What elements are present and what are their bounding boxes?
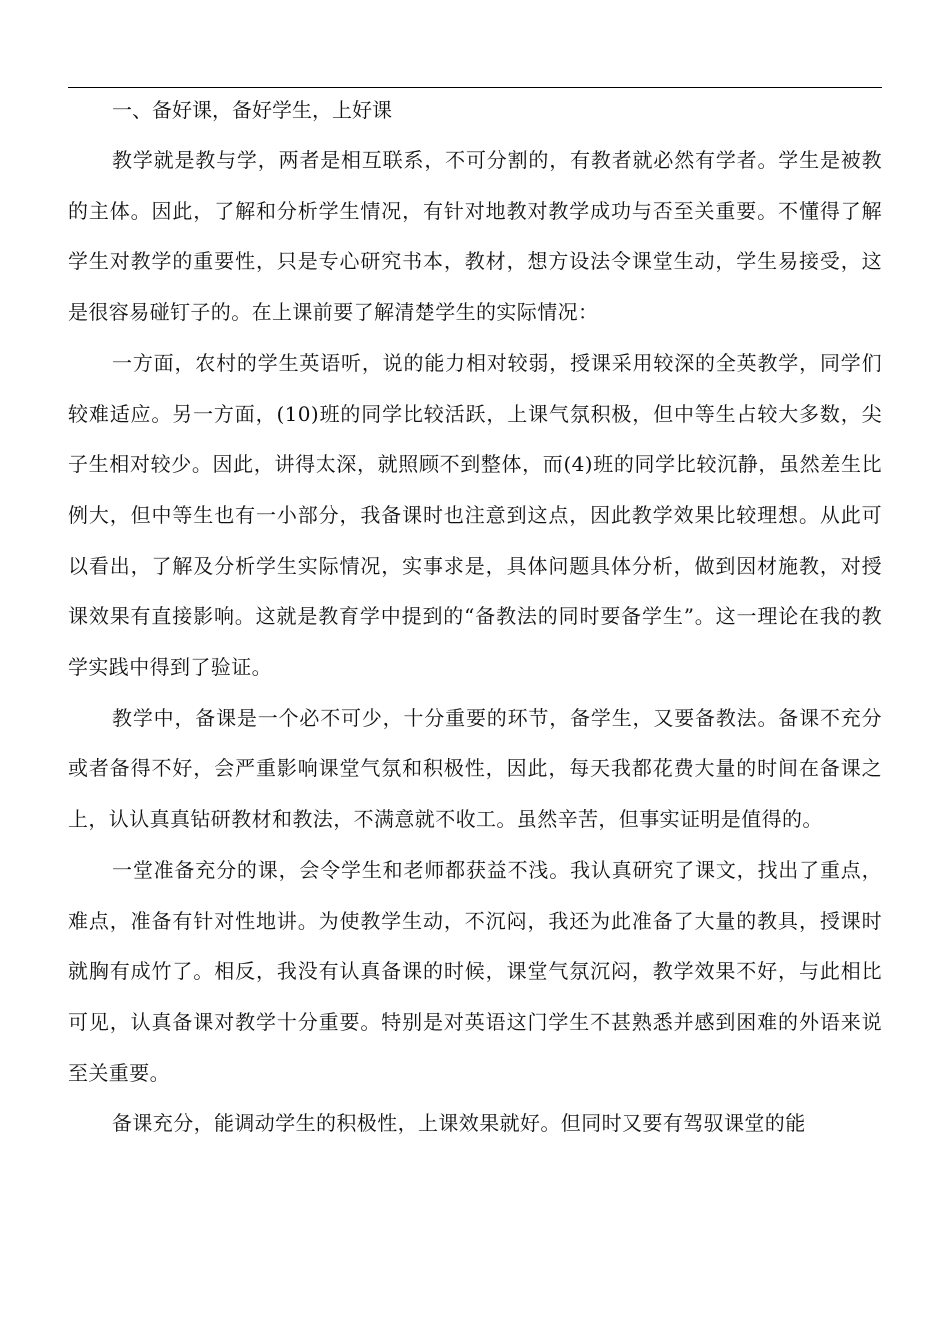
paragraph-4: 一堂准备充分的课，会令学生和老师都获益不浅。我认真研究了课文，找出了重点，难点，准备有针对性地讲。为使教学生动，不沉闷，我还为此准备了大量的教具，授课时就胸有成竹了。相反，我没有认真备课的时候，课堂气氛沉闷，教学效果不好，与此相比可见，认真备课对教学十分重要。特别是对英语这门学生不甚熟悉并感到困难的外语来说至关重要。 <box>68 857 882 1085</box>
header-rule <box>68 87 882 88</box>
section-heading: 一、备好课，备好学生，上好课 <box>112 98 392 122</box>
paragraph-2: 一方面，农村的学生英语听，说的能力相对较弱，授课采用较深的全英教学，同学们较难适应。另一方面，(10)班的同学比较活跃，上课气氛积极，但中等生占较大多数，尖子生相对较少。因此，讲得太深，就照顾不到整体，而(4)班的同学比较沉静，虽然差生比例大，但中等生也有一小部分，我备课时也注意到这点，因此教学效果比较理想。从此可以看出，了解及分析学生实际情况，实事求是，具体问题具体分析，做到因材施教，对授课效果有直接影响。这就是教育学中提到的“备教法的同时要备学生”。这一理论在我的教学实践中得到了验证。 <box>68 350 882 680</box>
paragraph-5: 备课充分，能调动学生的积极性，上课效果就好。但同时又要有驾驭课堂的能 <box>112 1111 806 1136</box>
document-body <box>68 92 882 1149</box>
paragraph-3: 教学中，备课是一个必不可少，十分重要的环节，备学生，又要备教法。备课不充分或者备得不好，会严重影响课堂气氛和积极性，因此，每天我都花费大量的时间在备课之上，认认真真钻研教材和教法，不满意就不收工。虽然辛苦，但事实证明是值得的。 <box>68 705 882 832</box>
paragraph-1: 教学就是教与学，两者是相互联系，不可分割的，有教者就必然有学者。学生是被教的主体。因此，了解和分析学生情况，有针对地教对教学成功与否至关重要。不懂得了解学生对教学的重要性，只是专心研究书本，教材，想方设法令课堂生动，学生易接受，这是很容易碰钉子的。在上课前要了解清楚学生的实际情况： <box>68 148 882 325</box>
